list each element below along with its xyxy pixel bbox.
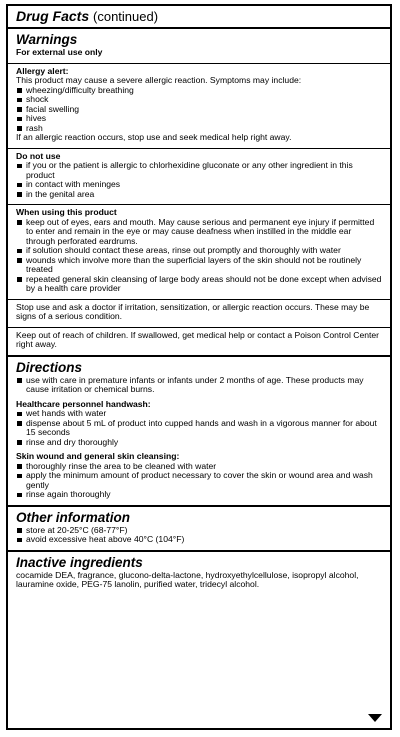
when-using-list bbox=[16, 218, 382, 294]
list-item: if you or the patient is allergic to chlorhexidine gluconate or any other ingredient in this product bbox=[16, 161, 382, 180]
list-item: keep out of eyes, ears and mouth. May cause serious and permanent eye injury if permitted to enter and remain in the eye or may cause deafness when instilled in the middle ear through perforated eardrums. bbox=[16, 218, 382, 247]
other-info-list bbox=[16, 526, 382, 545]
directions-heading: Directions bbox=[16, 359, 83, 375]
handwash-list bbox=[16, 409, 382, 447]
warnings-section bbox=[8, 27, 390, 63]
continued-label: (continued) bbox=[93, 9, 159, 24]
directions-general-list bbox=[16, 376, 382, 395]
warnings-heading: Warnings bbox=[16, 32, 78, 47]
list-item: wheezing/difficulty breathing bbox=[16, 86, 382, 96]
keep-out-text: Keep out of reach of children. If swallowed, get medical help or contact a Poison Control Center right away. bbox=[16, 329, 380, 349]
other-info-heading: Other information bbox=[16, 509, 130, 525]
list-item: shock bbox=[16, 95, 382, 105]
do-not-use-section bbox=[8, 148, 390, 205]
stop-use-section bbox=[8, 299, 390, 327]
list-item: facial swelling bbox=[16, 105, 382, 115]
allergy-outro: If an allergic reaction occurs, stop use and seek medical help right away. bbox=[16, 132, 292, 142]
list-item: if solution should contact these areas, rinse out promptly and thoroughly with water bbox=[16, 246, 382, 256]
list-item: wounds which involve more than the superficial layers of the skin should not be routinely treated bbox=[16, 256, 382, 275]
inactive-text: cocamide DEA, fragrance, glucono-delta-lactone, hydroxyethylcellulose, isopropyl alcohol, lauramine oxide, PEG-75 lanolin, purified water, tridecyl alcohol. bbox=[16, 569, 359, 589]
panel-title bbox=[16, 8, 382, 25]
directions-section bbox=[8, 355, 390, 505]
list-item: rinse again thoroughly bbox=[16, 490, 382, 500]
triangle-down-icon bbox=[368, 714, 382, 722]
symptom-list bbox=[16, 86, 382, 134]
list-item: dispense about 5 mL of product into cupped hands and wash in a vigorous manner for about 15 seconds bbox=[16, 419, 382, 438]
list-item: use with care in premature infants or infants under 2 months of age. These products may cause irritation or chemical burns. bbox=[16, 376, 382, 395]
do-not-use-list bbox=[16, 161, 382, 199]
list-item: hives bbox=[16, 114, 382, 124]
list-item: rinse and dry thoroughly bbox=[16, 438, 382, 448]
inactive-heading: Inactive ingredients bbox=[16, 554, 143, 570]
allergy-section bbox=[8, 63, 390, 148]
list-item: repeated general skin cleansing of large body areas should not be done except when advised by a health care provider bbox=[16, 275, 382, 294]
when-using-section bbox=[8, 204, 390, 299]
list-item: rash bbox=[16, 124, 382, 134]
list-item: apply the minimum amount of product necessary to cover the skin or wound area and wash gently bbox=[16, 471, 382, 490]
list-item: avoid excessive heat above 40°C (104°F) bbox=[16, 535, 382, 545]
list-item: in contact with meninges bbox=[16, 180, 382, 190]
stop-use-text: Stop use and ask a doctor if irritation, sensitization, or allergic reaction occurs. These may be signs of a serious condition. bbox=[16, 301, 370, 321]
header-section bbox=[8, 8, 390, 25]
list-item: wet hands with water bbox=[16, 409, 382, 419]
keep-out-section bbox=[8, 327, 390, 355]
list-item: thoroughly rinse the area to be cleaned with water bbox=[16, 462, 382, 472]
skin-heading: Skin wound and general skin cleansing: bbox=[16, 451, 180, 461]
handwash-heading: Healthcare personnel handwash: bbox=[16, 398, 151, 409]
skin-list bbox=[16, 462, 382, 500]
drug-facts-panel bbox=[6, 4, 392, 730]
when-using-heading: When using this product bbox=[16, 207, 117, 217]
allergy-intro: This product may cause a severe allergic reaction. Symptoms may include: bbox=[16, 75, 302, 85]
inactive-section bbox=[8, 550, 390, 590]
drug-facts-title: Drug Facts bbox=[16, 8, 90, 24]
external-use-text: For external use only bbox=[16, 47, 103, 57]
allergy-heading: Allergy alert: bbox=[16, 65, 69, 76]
list-item: store at 20-25°C (68-77°F) bbox=[16, 526, 382, 536]
list-item: in the genital area bbox=[16, 190, 382, 200]
do-not-use-heading: Do not use bbox=[16, 150, 61, 161]
other-info-section bbox=[8, 505, 390, 550]
